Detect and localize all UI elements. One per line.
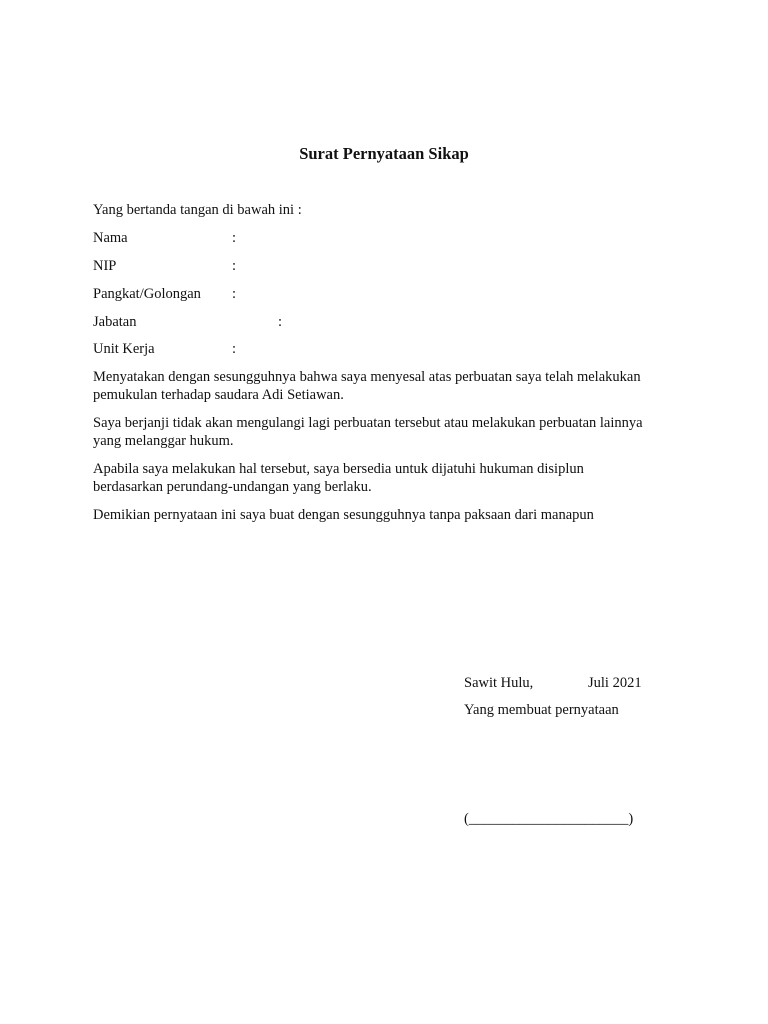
paragraph-consequence: Apabila saya melakukan hal tersebut, saya bersedia untuk dijatuhi hukuman disiplun berdasarkan perundang-undangan yang berlaku. [93,461,584,495]
field-label-jabatan: Jabatan [93,314,137,330]
field-label-nip: NIP [93,258,117,274]
document-title: Surat Pernyataan Sikap [299,144,469,163]
signature-maker-label: Yang membuat pernyataan [464,702,619,718]
paragraph-promise: Saya berjanji tidak akan mengulangi lagi perbuatan tersebut atau melakukan perbuatan lainnya yang melanggar hukum. [93,415,643,449]
field-label-unit-kerja: Unit Kerja [93,341,155,357]
field-label-pangkat: Pangkat/Golongan [93,286,201,302]
signature-name-line: (______________________) [464,811,634,827]
field-colon-nip: : [232,258,237,274]
signature-date: Juli 2021 [588,675,642,691]
signature-place: Sawit Hulu, [464,675,534,691]
field-colon-pangkat: : [232,286,237,302]
field-colon-nama: : [232,230,237,246]
intro-text: Yang bertanda tangan di bawah ini : [93,202,302,218]
paragraph-statement: Menyatakan dengan sesungguhnya bahwa saya menyesal atas perbuatan saya telah melakukan pemukulan terhadap saudara Adi Setiawan. [93,369,641,403]
field-colon-unit-kerja: : [232,341,237,357]
field-colon-jabatan: : [278,314,283,330]
field-label-nama: Nama [93,230,128,246]
paragraph-closing: Demikian pernyataan ini saya buat dengan sesungguhnya tanpa paksaan dari manapun [93,507,594,523]
